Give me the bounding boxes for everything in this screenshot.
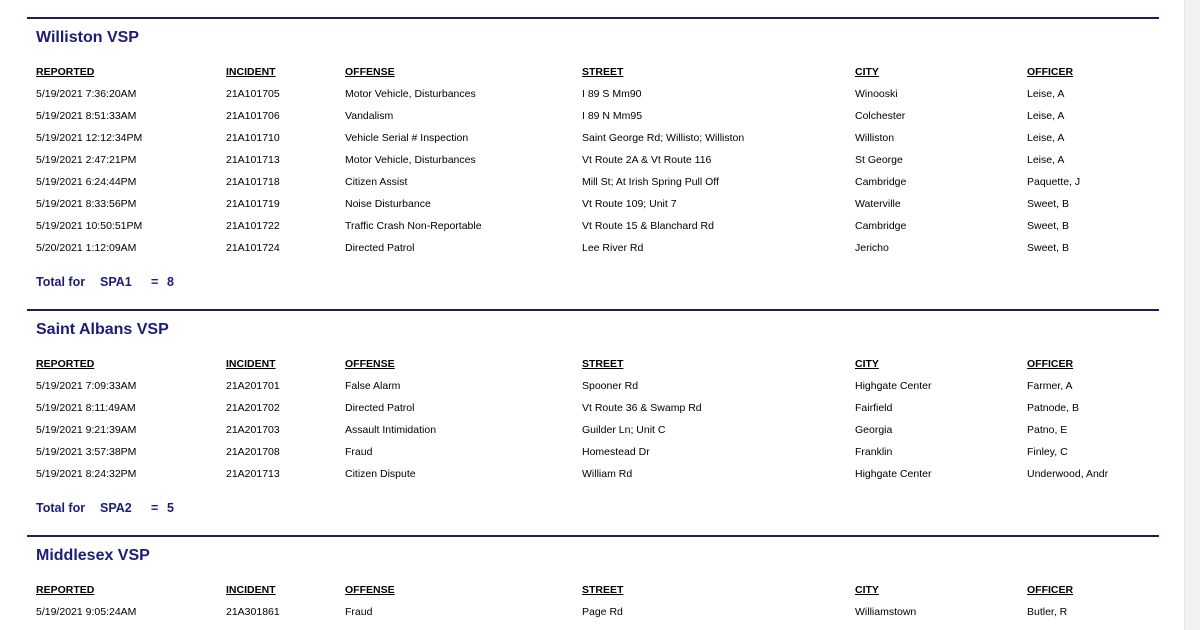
total-count: 8 — [167, 275, 174, 289]
table-row — [27, 132, 1159, 146]
cell-street: Vt Route 2A & Vt Route 116 — [582, 154, 712, 166]
cell-city: Colchester — [855, 110, 906, 122]
col-header-city: CITY — [855, 358, 879, 370]
cell-street: Page Rd — [582, 606, 623, 618]
col-header-offense: OFFENSE — [345, 358, 395, 370]
col-header-incident: INCIDENT — [226, 584, 276, 596]
cell-offense: Traffic Crash Non-Reportable — [345, 220, 482, 232]
col-header-street: STREET — [582, 358, 624, 370]
cell-offense: Fraud — [345, 606, 373, 618]
section-divider — [27, 535, 1159, 537]
col-header-incident: INCIDENT — [226, 66, 276, 78]
cell-incident: 21A101713 — [226, 154, 280, 166]
scrollbar-track[interactable] — [1184, 0, 1200, 630]
cell-officer: Sweet, B — [1027, 242, 1070, 254]
cell-officer: Patno, E — [1027, 424, 1068, 436]
cell-street: Vt Route 15 & Blanchard Rd — [582, 220, 714, 232]
cell-officer: Leise, A — [1027, 88, 1065, 100]
cell-incident: 21A201708 — [226, 446, 280, 458]
col-header-reported: REPORTED — [36, 584, 95, 596]
cell-offense: Citizen Dispute — [345, 468, 416, 480]
col-header-officer: OFFICER — [1027, 358, 1074, 370]
cell-city: Fairfield — [855, 402, 893, 414]
table-row — [27, 380, 1159, 394]
cell-city: Cambridge — [855, 176, 907, 188]
cell-officer: Underwood, Andr — [1027, 468, 1109, 480]
cell-reported: 5/19/2021 8:33:56PM — [36, 198, 137, 210]
cell-reported: 5/19/2021 9:21:39AM — [36, 424, 137, 436]
cell-street: William Rd — [582, 468, 633, 480]
col-header-reported: REPORTED — [36, 66, 95, 78]
total-equals: = — [151, 501, 159, 515]
table-row — [27, 154, 1159, 168]
cell-street: Saint George Rd; Willisto; Williston — [582, 132, 745, 144]
cell-street: Mill St; At Irish Spring Pull Off — [582, 176, 719, 188]
section-title: Williston VSP — [36, 29, 139, 46]
cell-reported: 5/19/2021 6:24:44PM — [36, 176, 137, 188]
cell-city: Highgate Center — [855, 380, 932, 392]
cell-city: Cambridge — [855, 220, 907, 232]
col-header-incident: INCIDENT — [226, 358, 276, 370]
section-title: Middlesex VSP — [36, 547, 150, 564]
cell-reported: 5/19/2021 9:05:24AM — [36, 606, 137, 618]
cell-street: I 89 S Mm90 — [582, 88, 642, 100]
cell-offense: Motor Vehicle, Disturbances — [345, 88, 476, 100]
total-count: 5 — [167, 501, 174, 515]
cell-offense: Vehicle Serial # Inspection — [345, 132, 469, 144]
cell-incident: 21A101718 — [226, 176, 280, 188]
cell-city: Highgate Center — [855, 468, 932, 480]
total-code: SPA1 — [100, 275, 132, 289]
cell-street: Vt Route 36 & Swamp Rd — [582, 402, 702, 414]
col-header-city: CITY — [855, 584, 879, 596]
table-row — [27, 446, 1159, 460]
table-header — [27, 584, 1159, 598]
table-header — [27, 66, 1159, 80]
cell-offense: Vandalism — [345, 110, 394, 122]
cell-city: Franklin — [855, 446, 893, 458]
station-section-williston — [27, 17, 1159, 297]
cell-offense: Noise Disturbance — [345, 198, 431, 210]
table-row — [27, 220, 1159, 234]
cell-officer: Sweet, B — [1027, 198, 1070, 210]
cell-reported: 5/19/2021 8:11:49AM — [36, 402, 136, 414]
section-divider — [27, 309, 1159, 311]
total-label: Total for — [36, 501, 86, 515]
table-row — [27, 606, 1159, 620]
col-header-officer: OFFICER — [1027, 66, 1074, 78]
col-header-reported: REPORTED — [36, 358, 95, 370]
cell-reported: 5/20/2021 1:12:09AM — [36, 242, 137, 254]
cell-street: Homestead Dr — [582, 446, 650, 458]
cell-reported: 5/19/2021 8:24:32PM — [36, 468, 137, 480]
table-row — [27, 176, 1159, 190]
cell-reported: 5/19/2021 7:09:33AM — [36, 380, 137, 392]
cell-incident: 21A201701 — [226, 380, 280, 392]
cell-city: Williston — [855, 132, 895, 144]
cell-offense: Fraud — [345, 446, 373, 458]
cell-street: Guilder Ln; Unit C — [582, 424, 666, 436]
table-row — [27, 242, 1159, 256]
cell-officer: Sweet, B — [1027, 220, 1070, 232]
cell-incident: 21A101705 — [226, 88, 280, 100]
cell-city: Waterville — [855, 198, 901, 210]
cell-incident: 21A101706 — [226, 110, 280, 122]
cell-officer: Leise, A — [1027, 132, 1065, 144]
cell-offense: Assault Intimidation — [345, 424, 437, 436]
cell-city: Georgia — [855, 424, 893, 436]
cell-incident: 21A101710 — [226, 132, 280, 144]
cell-offense: Directed Patrol — [345, 242, 415, 254]
cell-incident: 21A301861 — [226, 606, 280, 618]
section-divider — [27, 17, 1159, 19]
cell-reported: 5/19/2021 8:51:33AM — [36, 110, 137, 122]
cell-officer: Butler, R — [1027, 606, 1068, 618]
cell-reported: 5/19/2021 12:12:34PM — [36, 132, 143, 144]
col-header-offense: OFFENSE — [345, 584, 395, 596]
cell-offense: Directed Patrol — [345, 402, 415, 414]
cell-officer: Paquette, J — [1027, 176, 1081, 188]
cell-incident: 21A101719 — [226, 198, 280, 210]
table-row — [27, 402, 1159, 416]
cell-officer: Leise, A — [1027, 154, 1065, 166]
table-row — [27, 424, 1159, 438]
cell-street: Lee River Rd — [582, 242, 644, 254]
cell-incident: 21A201702 — [226, 402, 280, 414]
station-section-middlesex — [27, 535, 1159, 630]
cell-street: Spooner Rd — [582, 380, 639, 392]
section-title: Saint Albans VSP — [36, 321, 169, 338]
station-section-saint-albans — [27, 309, 1159, 527]
cell-officer: Leise, A — [1027, 110, 1065, 122]
col-header-offense: OFFENSE — [345, 66, 395, 78]
col-header-street: STREET — [582, 584, 624, 596]
cell-officer: Patnode, B — [1027, 402, 1079, 414]
total-code: SPA2 — [100, 501, 132, 515]
cell-offense: False Alarm — [345, 380, 401, 392]
cell-street: I 89 N Mm95 — [582, 110, 643, 122]
cell-offense: Motor Vehicle, Disturbances — [345, 154, 476, 166]
table-row — [27, 198, 1159, 212]
cell-incident: 21A101724 — [226, 242, 280, 254]
cell-reported: 5/19/2021 2:47:21PM — [36, 154, 137, 166]
cell-incident: 21A201713 — [226, 468, 280, 480]
cell-city: Winooski — [855, 88, 898, 100]
cell-city: St George — [855, 154, 903, 166]
table-row — [27, 88, 1159, 102]
col-header-city: CITY — [855, 66, 879, 78]
cell-incident: 21A201703 — [226, 424, 280, 436]
cell-reported: 5/19/2021 10:50:51PM — [36, 220, 143, 232]
cell-reported: 5/19/2021 7:36:20AM — [36, 88, 137, 100]
table-row — [27, 468, 1159, 482]
cell-street: Vt Route 109; Unit 7 — [582, 198, 677, 210]
table-header — [27, 358, 1159, 372]
table-row — [27, 110, 1159, 124]
col-header-street: STREET — [582, 66, 624, 78]
total-label: Total for — [36, 275, 86, 289]
col-header-officer: OFFICER — [1027, 584, 1074, 596]
total-equals: = — [151, 275, 159, 289]
cell-offense: Citizen Assist — [345, 176, 408, 188]
cell-officer: Farmer, A — [1027, 380, 1073, 392]
cell-city: Jericho — [855, 242, 889, 254]
cell-reported: 5/19/2021 3:57:38PM — [36, 446, 137, 458]
cell-city: Williamstown — [855, 606, 917, 618]
cell-officer: Finley, C — [1027, 446, 1068, 458]
cell-incident: 21A101722 — [226, 220, 280, 232]
